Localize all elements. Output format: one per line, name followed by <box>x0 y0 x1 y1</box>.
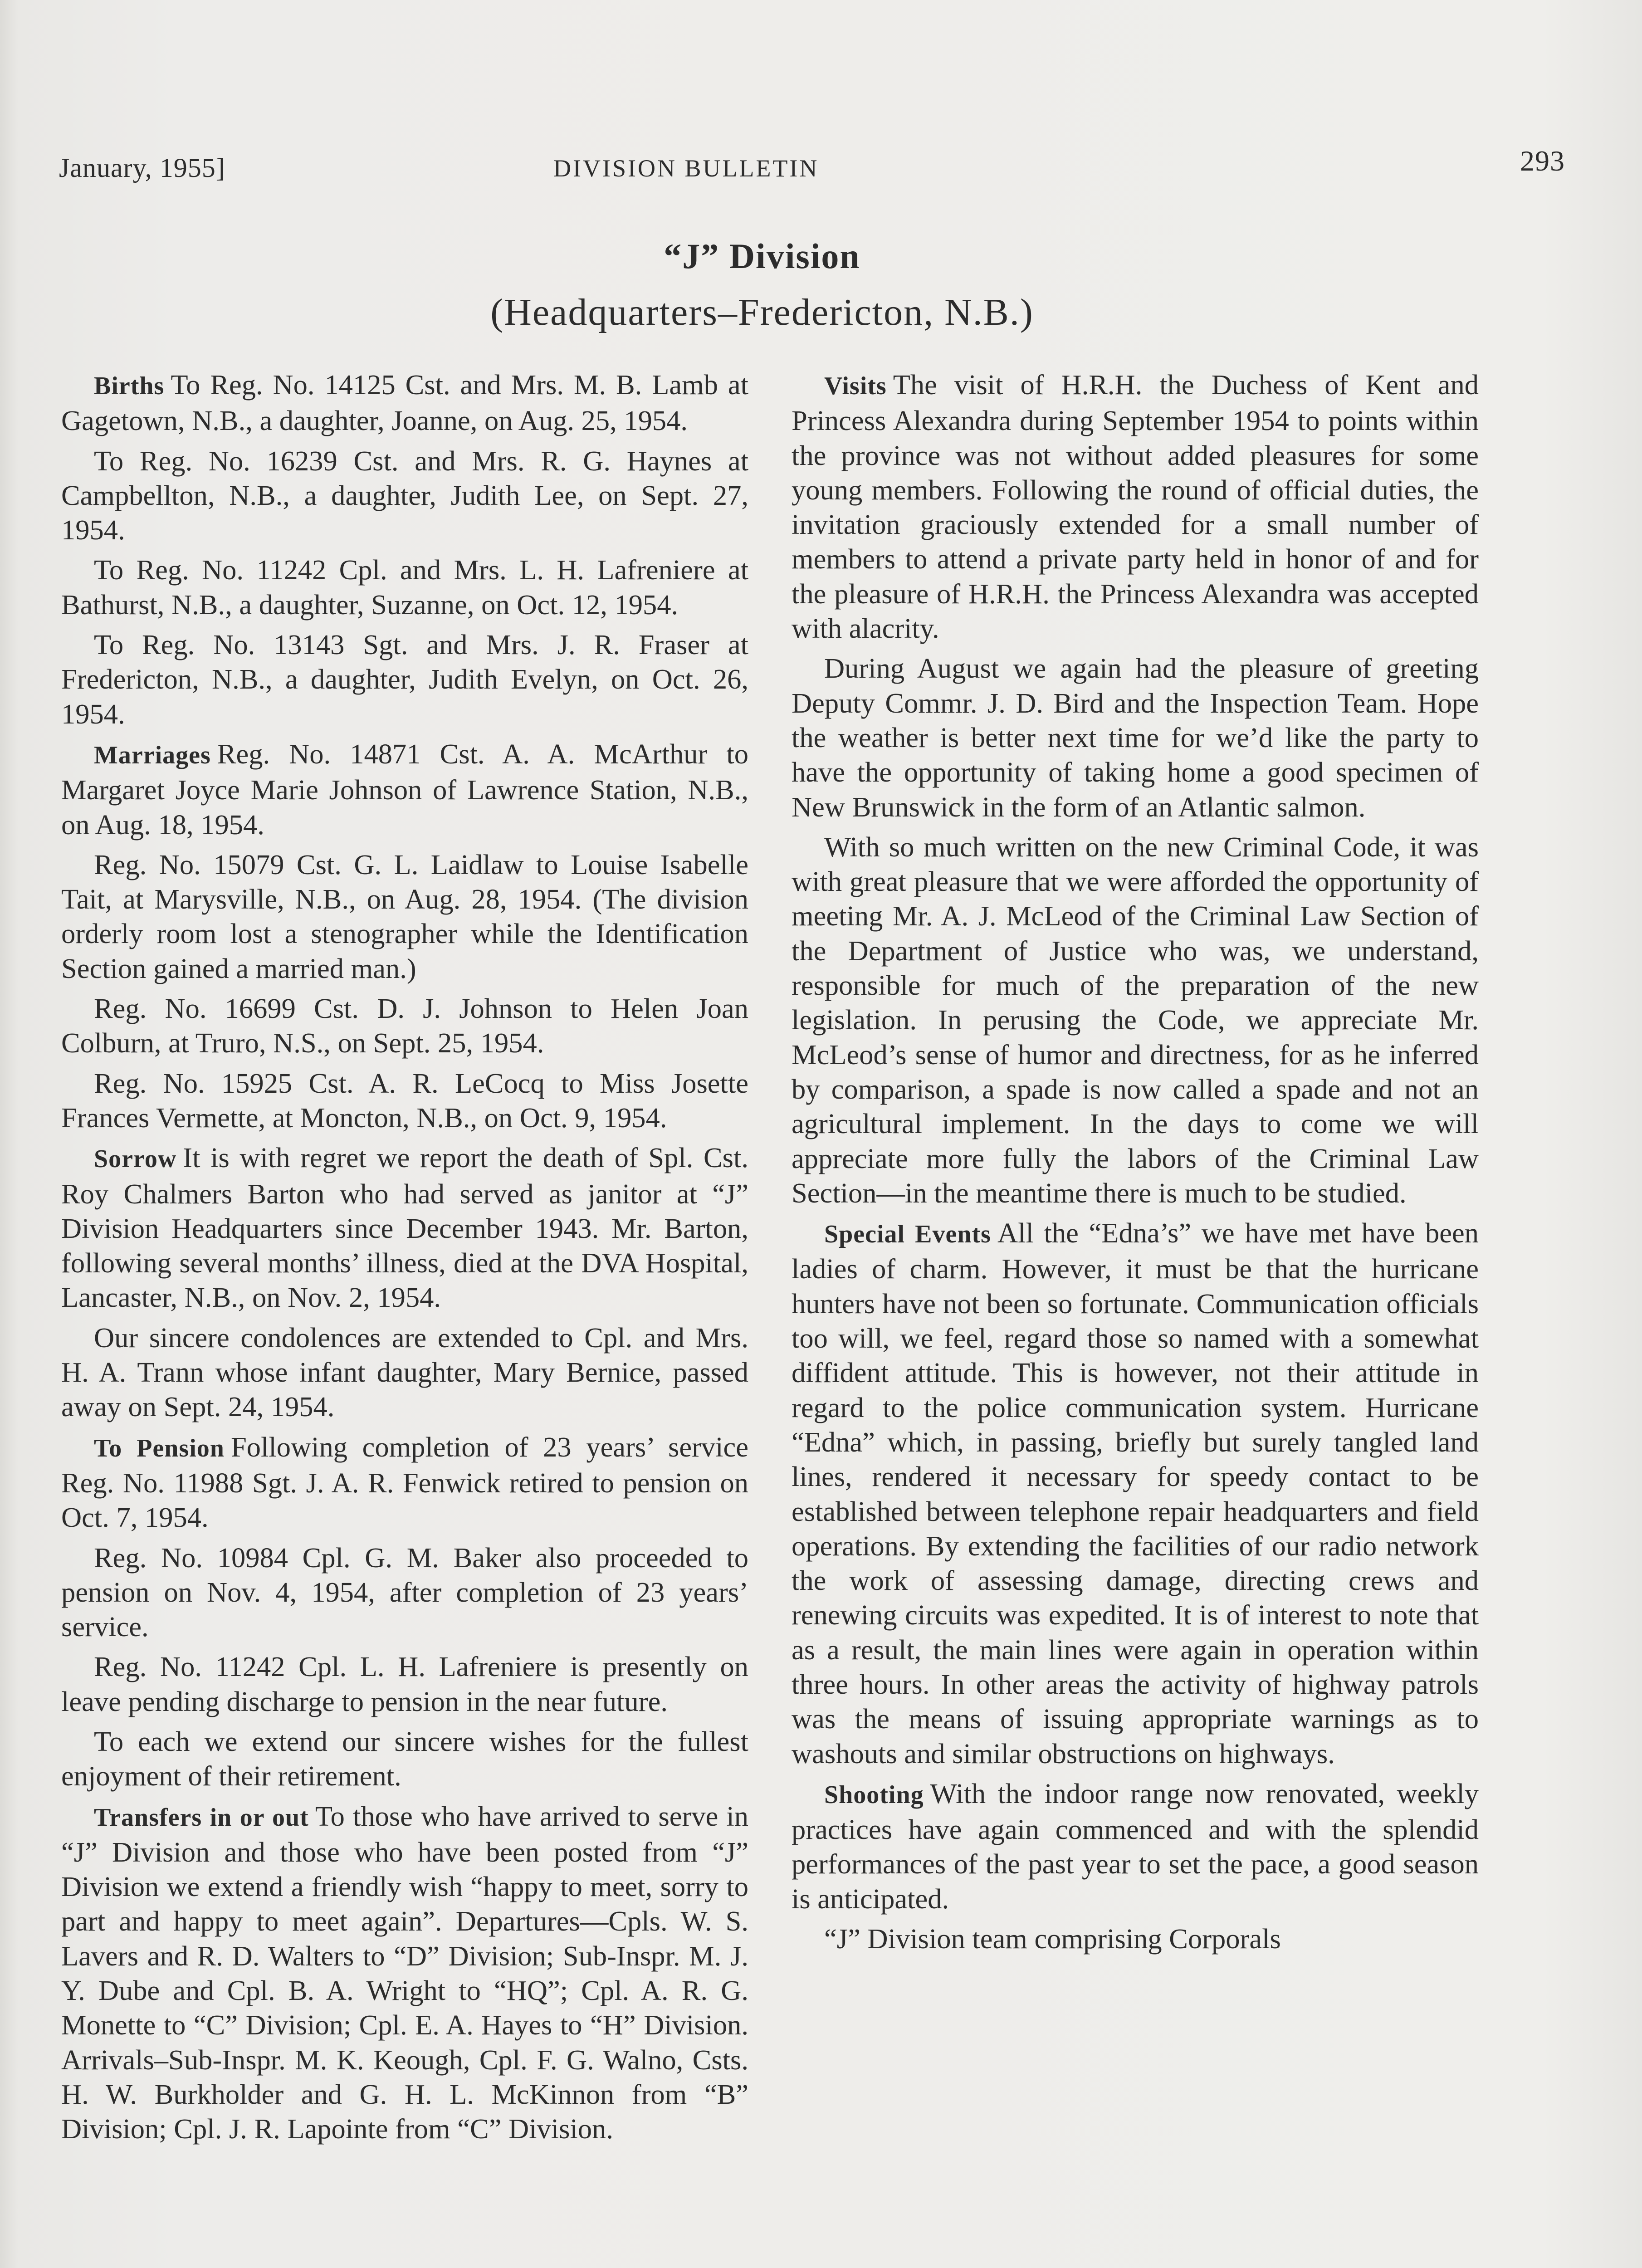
paragraph <box>61 1799 748 2146</box>
paragraph-text: “J” Division team comprising Corporals <box>824 1923 1281 1955</box>
paragraph <box>61 627 748 731</box>
paragraph-text: Reg. No. 15079 Cst. G. L. Laidlaw to Louise Isabelle Tait, at Marysville, N.B., on Aug. 28, 1954. (The division orderly room lost a stenographer while the Identification Section gained a married man.) <box>61 848 748 984</box>
paragraph-text: To Reg. No. 11242 Cpl. and Mrs. L. H. Lafreniere at Bathurst, N.B., a daughter, Suzanne, on Oct. 12, 1954. <box>61 554 748 621</box>
article-title: “J” Division <box>664 236 860 276</box>
paragraph-text: To those who have arrived to serve in “J” Division and those who have been posted from “J” Division we extend a friendly wish “happy to meet, sorry to part and happy to meet again”. Departures—Cpls. W. S. Lavers and R. D. Walters to “D” Division; Sub-Inspr. M. J. Y. Dube and Cpl. B. A. Wright to “HQ”; Cpl. A. R. G. Monette to “C” Division; Cpl. E. A. Hayes to “H” Division. Arrivals–Sub-Inspr. M. K. Keough, Cpl. F. G. Walno, Csts. H. W. Burkholder and G. H. L. McKinnon from “B” Division; Cpl. J. R. Lapointe from “C” Division. <box>61 1800 748 2145</box>
paragraph-text: With the indoor range now renovated, weekly practices have again commenced and with the splendid performances of the past year to set the pace, a good season is anticipated. <box>792 1777 1479 1915</box>
section-heading: Special Events <box>824 1220 991 1249</box>
paragraph-text: To Reg. No. 13143 Sgt. and Mrs. J. R. Fraser at Fredericton, N.B., a daughter, Judith Evelyn, on Oct. 26, 1954. <box>61 629 748 730</box>
header-publication: DIVISION BULLETIN <box>553 155 819 182</box>
paragraph-text: Following completion of 23 years’ service Reg. No. 11988 Sgt. J. A. R. Fenwick retired to pension on Oct. 7, 1954. <box>61 1431 748 1534</box>
paragraph <box>792 830 1479 1210</box>
paragraph-text: Reg. No. 10984 Cpl. G. M. Baker also proceeded to pension on Nov. 4, 1954, after completion of 23 years’ service. <box>61 1541 748 1643</box>
section-heading: To Pension <box>94 1434 225 1462</box>
paragraph <box>61 847 748 986</box>
paragraph-text: The visit of H.R.H. the Duchess of Kent and Princess Alexandra during September 1954 to points within the province was not without added pleasures for some young members. Following the round of official duties, the invitation graciously extended for a small number of members to attend a private party held in honor of and for the pleasure of H.R.H. the Princess Alexandra was accepted with alacrity. <box>792 369 1479 645</box>
paragraph <box>792 367 1479 645</box>
paragraph <box>61 1140 748 1315</box>
paragraph <box>61 1066 748 1135</box>
paragraph <box>61 1540 748 1644</box>
paragraph-text: To Reg. No. 14125 Cst. and Mrs. M. B. Lamb at Gagetown, N.B., a daughter, Joanne, on Aug. 25, 1954. <box>61 369 748 437</box>
paragraph <box>792 1921 1479 1956</box>
paragraph-text: With so much written on the new Criminal Code, it was with great pleasure that we were afforded the opportunity of meeting Mr. A. J. McLeod of the Criminal Law Section of the Department of Justice who was, we understand, responsible for much of the preparation of the new legislation. In perusing the Code, we appreciate Mr. McLeod’s sense of humor and directness, for as he inferred by comparison, a spade is now called a spade and not an agricultural implement. In the days to come we will appreciate more fully the labors of the Criminal Law Section—in the meantime there is much to be studied. <box>792 831 1479 1209</box>
paragraph-text: Our sincere condolences are extended to Cpl. and Mrs. H. A. Trann whose infant daughter, Mary Bernice, passed away on Sept. 24, 1954. <box>61 1321 748 1423</box>
paragraph <box>61 1724 748 1794</box>
paragraph <box>61 367 748 438</box>
header-date: January, 1955] <box>59 153 225 183</box>
paragraph-text: Reg. No. 16699 Cst. D. J. Johnson to Helen Joan Colburn, at Truro, N.S., on Sept. 25, 1954. <box>61 992 748 1059</box>
paragraph <box>61 1320 748 1424</box>
section-heading: Sorrow <box>94 1145 177 1173</box>
paragraph-text: During August we again had the pleasure of greeting Deputy Commr. J. D. Bird and the Inspection Team. Hope the weather is better next time for we’d like the party to have the opportunity of taking home a good specimen of New Brunswick in the form of an Atlantic salmon. <box>792 652 1479 823</box>
right-column <box>792 367 1479 1961</box>
paragraph-text: Reg. No. 15925 Cst. A. R. LeCocq to Miss Josette Frances Vermette, at Moncton, N.B., on Oct. 9, 1954. <box>61 1067 748 1134</box>
running-head <box>59 144 1565 181</box>
paragraph <box>61 1430 748 1535</box>
paragraph-text: All the “Edna’s” we have met have been ladies of charm. However, it must be that the hurricane hunters have not been so fortunate. Communication officials too will, we feel, regard those so named with a somewhat diffident attitude. This is however, not their attitude in regard to the police communication system. Hurricane “Edna” which, in passing, briefly but surely tangled land lines, rendered it necessary for speedy contact to be established between telephone repair headquarters and field operations. By extending the facilities of our radio network the work of assessing damage, directing crews and renewing circuits was expedited. It is of interest to note that as a result, the main lines were again in operation within three hours. In other areas the activity of highway patrols was the means of issuing appropriate warnings as to washouts and similar obstructions on highways. <box>792 1217 1479 1769</box>
page-number: 293 <box>1520 145 1565 177</box>
section-heading: Shooting <box>824 1780 924 1809</box>
paragraph <box>61 552 748 622</box>
section-heading: Births <box>94 372 165 400</box>
paragraph-text: To Reg. No. 16239 Cst. and Mrs. R. G. Haynes at Campbellton, N.B., a daughter, Judith Lee, on Sept. 27, 1954. <box>61 445 748 546</box>
article-subtitle: (Headquarters–Fredericton, N.B.) <box>490 291 1034 333</box>
paragraph-text: To each we extend our sincere wishes for the fullest enjoyment of their retirement. <box>61 1725 748 1792</box>
section-heading: Transfers in or out <box>94 1803 309 1832</box>
paragraph <box>61 444 748 547</box>
paragraph-text: It is with regret we report the death of Spl. Cst. Roy Chalmers Barton who had served as janitor at “J” Division Headquarters since December 1943. Mr. Barton, following several months’ illness, died at the DVA Hospital, Lancaster, N.B., on Nov. 2, 1954. <box>61 1142 748 1314</box>
left-column <box>61 367 748 2152</box>
paragraph <box>792 651 1479 824</box>
paragraph-text: Reg. No. 14871 Cst. A. A. McArthur to Margaret Joyce Marie Johnson of Lawrence Station, N.B., on Aug. 18, 1954. <box>61 738 748 841</box>
paragraph <box>61 737 748 842</box>
paragraph <box>792 1216 1479 1771</box>
paragraph <box>61 1649 748 1719</box>
paragraph <box>792 1776 1479 1916</box>
section-heading: Marriages <box>94 741 211 769</box>
paragraph-text: Reg. No. 11242 Cpl. L. H. Lafreniere is presently on leave pending discharge to pension in the near future. <box>61 1651 748 1717</box>
section-heading: Visits <box>824 372 887 400</box>
paragraph <box>61 991 748 1061</box>
